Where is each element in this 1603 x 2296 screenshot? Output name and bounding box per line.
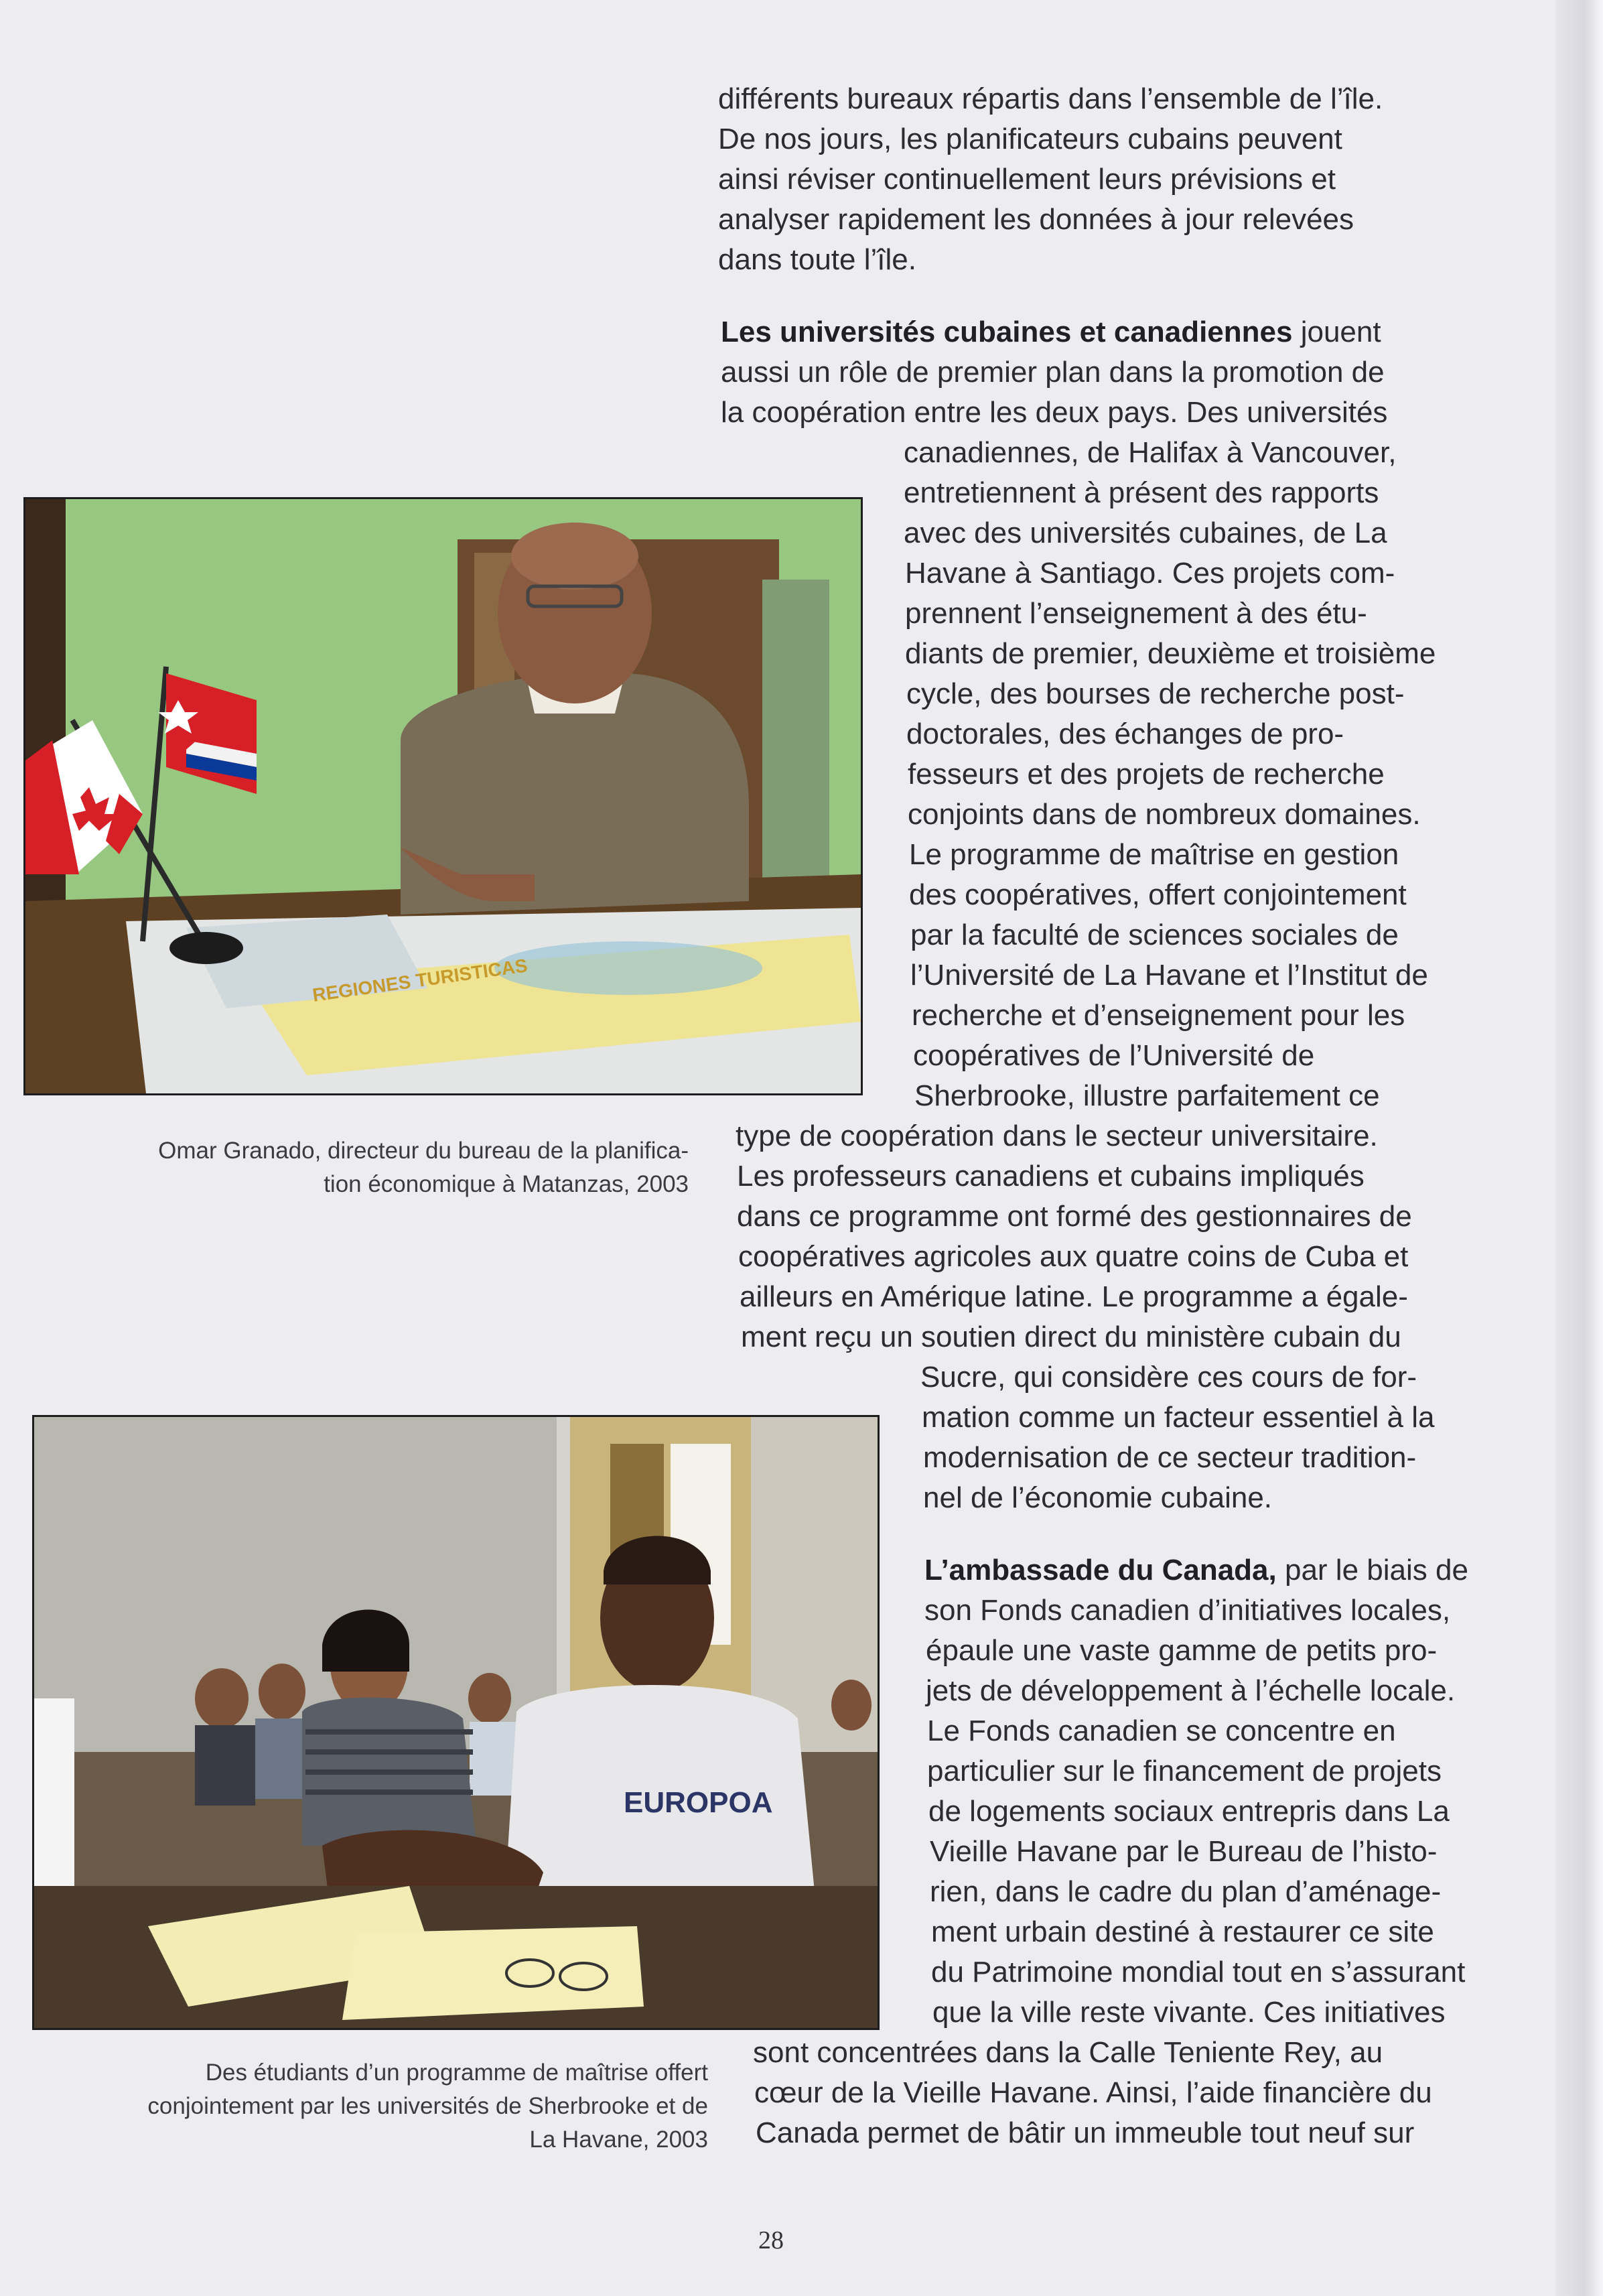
body-line: Le programme de maîtrise en gestion — [909, 838, 1399, 871]
body-line: sont concentrées dans la Calle Teniente Rey, au — [753, 2036, 1383, 2069]
caption-line: tion économique à Matanzas, 2003 — [324, 1171, 689, 1197]
body-line: Les professeurs canadiens et cubains impliqués — [737, 1160, 1365, 1193]
body-line: par la faculté de sciences sociales de — [910, 919, 1399, 951]
caption-line: La Havane, 2003 — [529, 2126, 708, 2153]
photo-students — [32, 1415, 880, 2030]
page-number: 28 — [758, 2226, 784, 2254]
body-line: coopératives de l’Université de — [913, 1039, 1315, 1072]
body-line: conjoints dans de nombreux domaines. — [908, 798, 1421, 831]
body-line: diants de premier, deuxième et troisième — [905, 637, 1436, 670]
body-line: jets de développement à l’échelle locale. — [926, 1674, 1456, 1707]
body-line: mation comme un facteur essentiel à la — [922, 1401, 1435, 1434]
body-line: Le Fonds canadien se concentre en — [927, 1714, 1396, 1747]
body-line: Havane à Santiago. Ces projets com- — [905, 557, 1395, 590]
page-edge — [1556, 0, 1603, 2296]
body-line: Les universités cubaines et canadiennes jouent — [721, 316, 1381, 348]
body-line: nel de l’économie cubaine. — [923, 1481, 1273, 1514]
body-line: type de coopération dans le secteur universitaire. — [736, 1120, 1378, 1152]
body-line: Canada permet de bâtir un immeuble tout neuf sur — [756, 2116, 1415, 2149]
body-line: coopératives agricoles aux quatre coins de Cuba et — [738, 1240, 1409, 1273]
body-line: aussi un rôle de premier plan dans la promotion de — [721, 356, 1385, 389]
body-line: analyser rapidement les données à jour relevées — [718, 203, 1354, 236]
body-line: entretiennent à présent des rapports — [904, 476, 1379, 509]
body-line: Sherbrooke, illustre parfaitement ce — [914, 1079, 1380, 1112]
body-line: cycle, des bourses de recherche post- — [906, 677, 1405, 710]
body-line: modernisation de ce secteur tradition- — [923, 1441, 1417, 1474]
body-line: doctorales, des échanges de pro- — [906, 718, 1344, 750]
body-line: différents bureaux répartis dans l’ensemble de l’île. — [718, 82, 1383, 115]
body-line: des coopératives, offert conjointement — [909, 878, 1407, 911]
body-line: épaule une vaste gamme de petits pro- — [926, 1634, 1438, 1667]
body-line: L’ambassade du Canada, par le biais de — [924, 1554, 1468, 1586]
body-line: de logements sociaux entrepris dans La — [928, 1795, 1450, 1828]
shirt-text: EUROPOA — [624, 1786, 773, 1819]
body-line: que la ville reste vivante. Ces initiatives — [932, 1996, 1446, 2029]
body-line: du Patrimoine mondial tout en s’assurant — [931, 1956, 1466, 1988]
body-line: Sucre, qui considère ces cours de for- — [920, 1361, 1417, 1394]
body-line: avec des universités cubaines, de La — [904, 517, 1387, 549]
map-label: REGIONES TURISTICAS — [311, 955, 529, 1006]
caption-line: conjointement par les universités de Sherbrooke et de — [147, 2093, 708, 2119]
body-line: rien, dans le cadre du plan d’aménage- — [930, 1875, 1442, 1908]
body-line: ment reçu un soutien direct du ministère cubain du — [741, 1321, 1401, 1353]
body-line: dans ce programme ont formé des gestionnaires de — [737, 1200, 1412, 1233]
body-line: ailleurs en Amérique latine. Le programme a égale- — [740, 1280, 1408, 1313]
body-line: ment urbain destiné à restaurer ce site — [931, 1915, 1434, 1948]
body-line: fesseurs et des projets de recherche — [908, 758, 1385, 791]
body-line: son Fonds canadien d’initiatives locales, — [924, 1594, 1451, 1627]
photo-students-image — [34, 1417, 878, 2028]
body-line: recherche et d’enseignement pour les — [912, 999, 1405, 1032]
caption-line: Des étudiants d’un programme de maîtrise offert — [205, 2059, 708, 2086]
body-line: ainsi réviser continuellement leurs prévisions et — [718, 163, 1336, 196]
caption-line: Omar Granado, directeur du bureau de la planifica- — [158, 1138, 689, 1164]
body-line: cœur de la Vieille Havane. Ainsi, l’aide financière du — [754, 2076, 1432, 2109]
body-line: particulier sur le financement de projets — [927, 1755, 1442, 1787]
body-line: l’Université de La Havane et l’Institut de — [910, 959, 1428, 992]
photo-omar-granado — [23, 497, 863, 1095]
body-line: dans toute l’île. — [718, 243, 916, 276]
body-line: prennent l’enseignement à des étu- — [905, 597, 1367, 630]
body-line: la coopération entre les deux pays. Des universités — [721, 396, 1388, 429]
body-line: De nos jours, les planificateurs cubains peuvent — [718, 123, 1342, 155]
body-line: canadiennes, de Halifax à Vancouver, — [904, 436, 1397, 469]
photo-omar-granado-image — [25, 499, 861, 1093]
body-line: Vieille Havane par le Bureau de l’histo- — [930, 1835, 1438, 1868]
